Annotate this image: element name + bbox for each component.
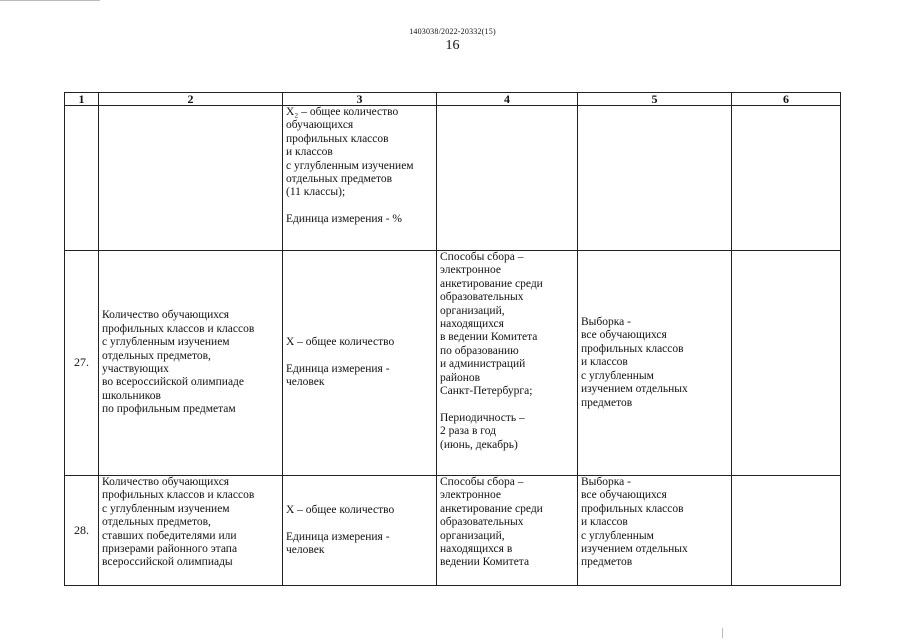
collection-method: Способы сбора – электронное анкетирование среди образовательных организаций, находящихся в ведении Комитета по образованию и администраций районов Санкт-Петербурга; Периодичность – 2 раза в год (июнь, декабрь) (437, 251, 578, 476)
row-number (65, 106, 99, 251)
table-row (65, 251, 841, 476)
indicator-name: Количество обучающихся профильных классов и классов с углубленным изучением отдельных предметов, участвующих во всероссийской олимпиаде школьников по профильным предметам (99, 251, 283, 476)
scan-artifact-dot (722, 628, 723, 638)
row-number: 28. (65, 476, 99, 586)
column-header-5: 5 (578, 93, 732, 106)
page-number: 16 (445, 38, 460, 53)
calculation-formula: X – общее количество Единица измерения - человек (283, 251, 437, 476)
sample-description: Выборка - все обучающихся профильных классов и классов с углубленным изучением отдельных предметов (578, 251, 732, 476)
collection-method (437, 106, 578, 251)
calculation-formula: X₂ – общее количество обучающихся профильных классов и классов с углубленным изучением отдельных предметов (11 классы); Единица измерения - % (283, 106, 437, 251)
table-row (65, 476, 841, 586)
indicator-name (99, 106, 283, 251)
column-header-1: 1 (65, 93, 99, 106)
column-header-6: 6 (732, 93, 841, 106)
column-header-3: 3 (283, 93, 437, 106)
note (732, 476, 841, 586)
document-id: 1403038/2022-20332(15) (409, 27, 496, 36)
indicator-table (64, 92, 841, 586)
indicator-name: Количество обучающихся профильных классов и классов с углубленным изучением отдельных предметов, ставших победителями или призерами районного этапа всероссийской олимпиады (99, 476, 283, 586)
scan-edge-mark (0, 0, 100, 1)
row-number: 27. (65, 251, 99, 476)
note (732, 251, 841, 476)
note (732, 106, 841, 251)
column-header-2: 2 (99, 93, 283, 106)
table-row (65, 106, 841, 251)
column-header-4: 4 (437, 93, 578, 106)
sample-description (578, 106, 732, 251)
calculation-formula: X – общее количество Единица измерения - человек (283, 476, 437, 586)
column-header-row (65, 93, 841, 106)
collection-method: Способы сбора – электронное анкетирование среди образовательных организаций, находящихся в ведении Комитета (437, 476, 578, 586)
sample-description: Выборка - все обучающихся профильных классов и классов с углубленным изучением отдельных предметов (578, 476, 732, 586)
